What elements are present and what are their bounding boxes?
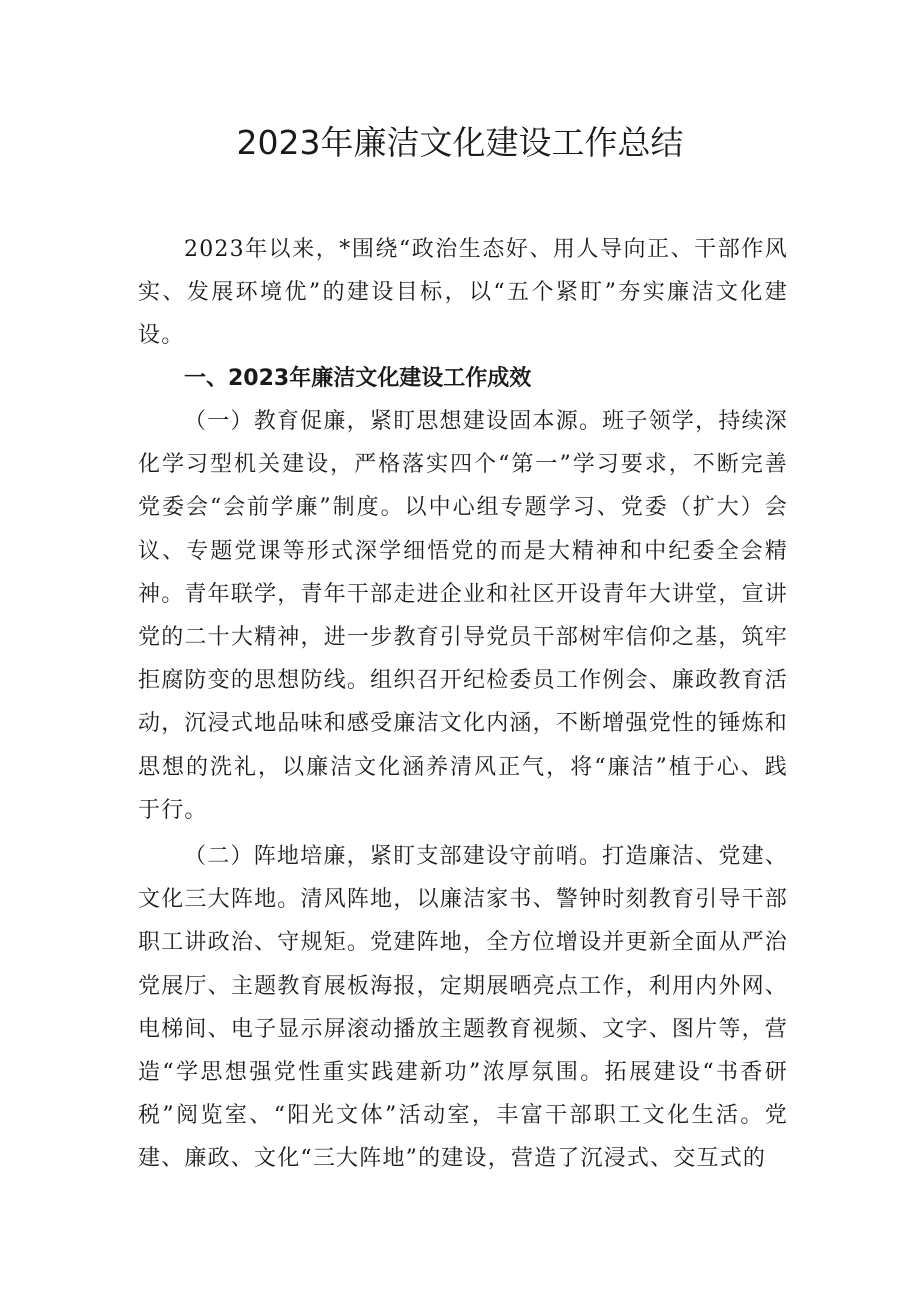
intro-paragraph: 2023年以来，*围绕“政治生态好、用人导向正、干部作风实、发展环境优”的建设目标，以“五个紧盯”夯实廉洁文化建设。 [138,237,788,349]
paragraph-education: （一）教育促廉，紧盯思想建设固本源。班子领学，持续深化学习型机关建设，严格落实四个“第一”学习要求，不断完善党委会“会前学廉”制度。以中心组专题学习、党委（扩大）会议、专题党课等形式深学细悟党的而是大精神和中纪委全会精神。青年联学，青年干部走进企业和社区开设青年大讲堂，宣讲党的二十大精神，进一步教育引导党员干部树牢信仰之基，筑牢拒腐防变的思想防线。组织召开纪检委员工作例会、廉政教育活动，沉浸式地品味和感受廉洁文化内涵，不断增强党性的锤炼和思想的洗礼，以廉洁文化涵养清风正气，将“廉洁”植于心、践于行。 [138,409,788,823]
document-title: 2023年廉洁文化建设工作总结 [236,123,684,162]
paragraph-positions: （二）阵地培廉，紧盯支部建设守前哨。打造廉洁、党建、文化三大阵地。清风阵地，以廉洁家书、警钟时刻教育引导干部职工讲政治、守规矩。党建阵地，全方位增设并更新全面从严治党展厅、主题教育展板海报，定期展晒亮点工作，利用内外网、电梯间、电子显示屏滚动播放主题教育视频、文字、图片等，营造“学思想强党性重实践建新功”浓厚氛围。拓展建设“书香研税”阅览室、“阳光文体”活动室，丰富干部职工文化生活。党建、廉政、文化“三大阵地”的建设，营造了沉浸式、交互式的 [138,844,788,1172]
section-heading: 一、2023年廉洁文化建设工作成效 [184,366,532,391]
